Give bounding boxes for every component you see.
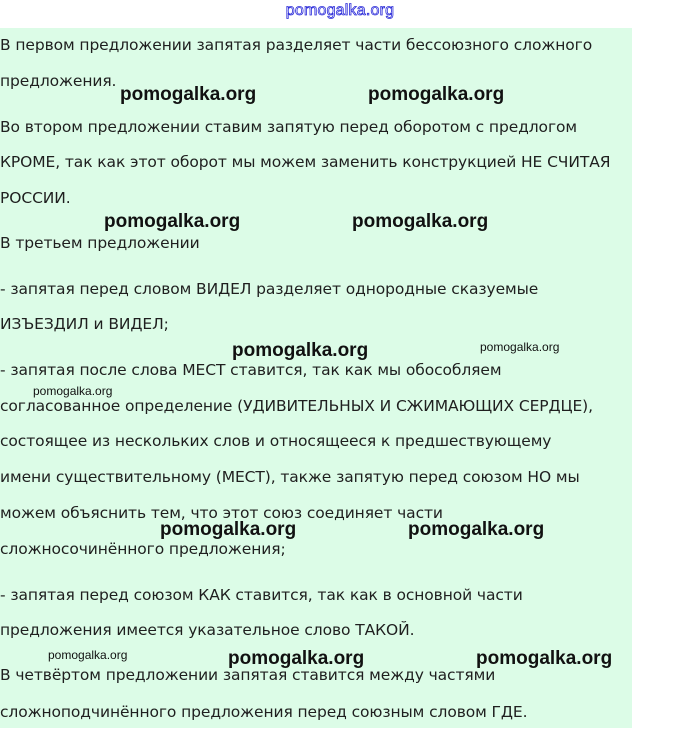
text-line: согласованное определение (УДИВИТЕЛЬНЫХ И СЖИМАЮЩИХ СЕРДЦЕ), — [0, 397, 593, 415]
text-line: имени существительному (МЕСТ), также запятую перед союзом НО мы — [0, 468, 580, 486]
text-line: В четвёртом предложении запятая ставится между частями — [0, 666, 496, 684]
text-line: - запятая перед союзом КАК ставится, так как в основной части — [0, 586, 523, 604]
watermark: pomogalka.org — [352, 211, 489, 232]
text-line: сложносочинённого предложения; — [0, 540, 286, 558]
text-line: предложения. — [0, 72, 117, 90]
site-watermark-header: pomogalka.org — [285, 2, 395, 19]
watermark: pomogalka.org — [480, 340, 560, 354]
text-line: Во втором предложении ставим запятую перед оборотом с предлогом — [0, 118, 577, 136]
text-line: состоящее из нескольких слов и относящееся к предшествующему — [0, 432, 552, 450]
watermark: pomogalka.org — [120, 84, 257, 105]
watermark: pomogalka.org — [48, 648, 128, 662]
text-line: предложения имеется указательное слово ТАКОЙ. — [0, 621, 415, 639]
text-line: ИЗЪЕЗДИЛ и ВИДЕЛ; — [0, 315, 169, 333]
watermark: pomogalka.org — [232, 340, 369, 361]
text-line: КРОМЕ, так как этот оборот мы можем заменить конструкцией НЕ СЧИТАЯ — [0, 153, 611, 171]
text-line: В третьем предложении — [0, 234, 200, 252]
watermark: pomogalka.org — [160, 519, 297, 540]
watermark: pomogalka.org — [476, 648, 613, 669]
watermark: pomogalka.org — [408, 519, 545, 540]
text-line: РОССИИ. — [0, 189, 71, 207]
watermark: pomogalka.org — [33, 384, 113, 398]
text-line: можем объяснить тем, что этот союз соединяет части — [0, 504, 443, 522]
text-line: - запятая после слова МЕСТ ставится, так как мы обособляем — [0, 361, 502, 379]
watermark: pomogalka.org — [368, 84, 505, 105]
watermark: pomogalka.org — [104, 211, 241, 232]
text-line: В первом предложении запятая разделяет части бессоюзного сложного — [0, 36, 593, 54]
text-line: сложноподчинённого предложения перед союзным словом ГДЕ. — [0, 703, 528, 721]
watermark: pomogalka.org — [228, 648, 365, 669]
text-line: - запятая перед словом ВИДЕЛ разделяет однородные сказуемые — [0, 280, 539, 298]
